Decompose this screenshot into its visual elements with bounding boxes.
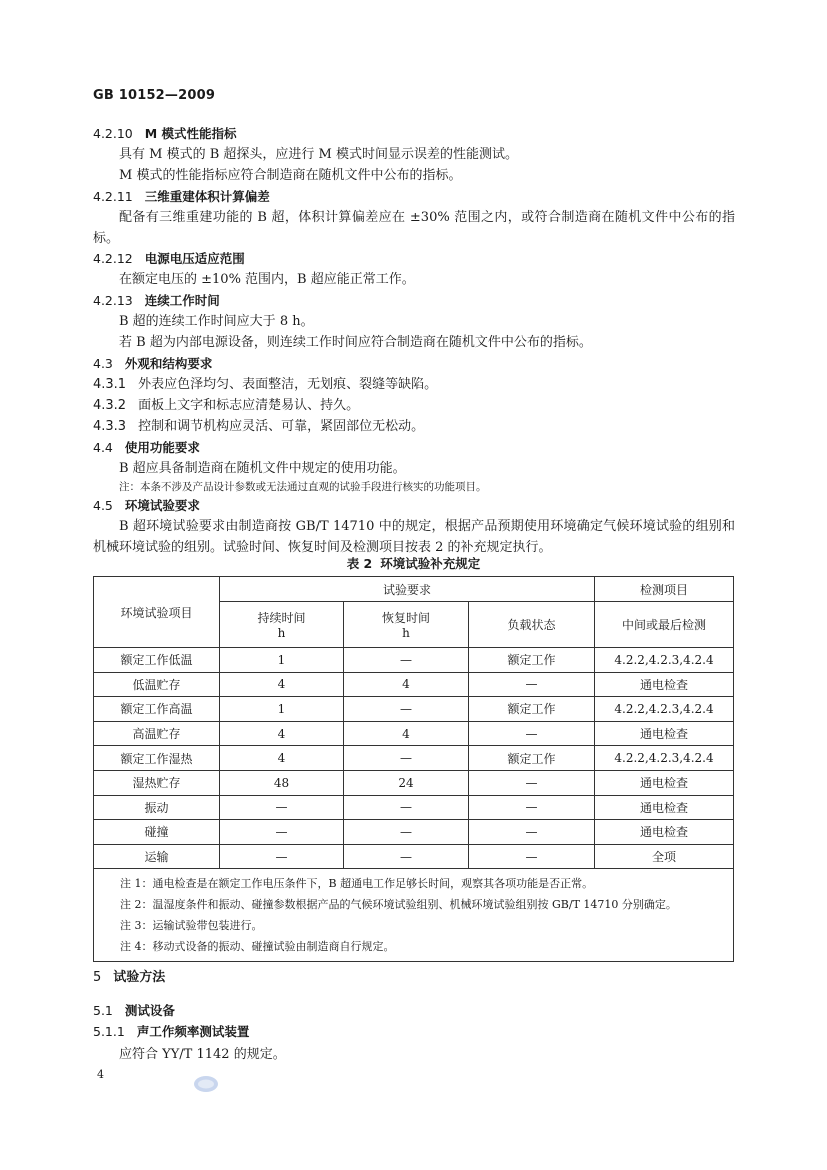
cell-recovery: —: [344, 697, 469, 722]
cell-inspect: 通电检查: [595, 721, 734, 746]
header-item: 环境试验项目: [94, 577, 220, 648]
header-recovery-unit: h: [402, 626, 410, 640]
cell-duration: —: [220, 795, 344, 820]
cell-item: 运输: [94, 844, 220, 869]
clause-text: 外表应色泽均匀、表面整洁，无划痕、裂缝等缺陷。: [138, 376, 438, 392]
table-caption: [0, 554, 827, 572]
cell-duration: 1: [220, 648, 344, 673]
paragraph: B 超环境试验要求由制造商按 GB/T 14710 中的规定，根据产品预期使用环境确定气候环境试验的组别和机械环境试验的组别。试验时间、恢复时间及检测项目按表 2 的补充规定执行。: [93, 519, 735, 556]
clause-4-3-2: [93, 396, 735, 417]
paragraph: B 超应具备制造商在随机文件中规定的使用功能。: [119, 460, 406, 476]
heading-4-2-13: [93, 291, 735, 312]
heading-4-4: [93, 438, 735, 459]
clause-number: 4.3.2: [93, 397, 127, 413]
table-row: [94, 795, 734, 820]
clause-text: 面板上文字和标志应清楚易认、持久。: [138, 397, 360, 413]
cell-item: 碰撞: [94, 820, 220, 845]
heading-title: M 模式性能指标: [144, 126, 237, 141]
heading-number: 4.2.11: [93, 188, 133, 204]
cell-recovery: 4: [344, 721, 469, 746]
cell-recovery: —: [344, 795, 469, 820]
heading-5-1-1: [93, 1022, 249, 1040]
heading-number: 5.1.1: [93, 1024, 125, 1039]
cell-inspect: 4.2.2,4.2.3,4.2.4: [595, 697, 734, 722]
header-recovery-label: 恢复时间: [381, 611, 430, 625]
heading-title: 试验方法: [113, 970, 166, 985]
header-duration-unit: h: [277, 626, 286, 640]
heading-title: 环境试验要求: [124, 498, 200, 514]
table-note: 注 4：移动式设备的振动、碰撞试验由制造商自行规定。: [120, 940, 395, 954]
table-title: 环境试验补充规定: [380, 556, 481, 571]
heading-5: [93, 966, 165, 985]
heading-4-2-11: [93, 187, 735, 208]
heading-title: 三维重建体积计算偏差: [144, 188, 270, 204]
table-row: [94, 721, 734, 746]
heading-title: 连续工作时间: [144, 293, 220, 309]
table-row: [94, 648, 734, 673]
paragraph: 具有 M 模式的 B 超探头，应进行 M 模式时间显示误差的性能测试。: [119, 146, 518, 162]
cell-load: —: [469, 721, 595, 746]
heading-5-1: [93, 1001, 175, 1019]
heading-number: 4.4: [93, 439, 113, 455]
table-row: [94, 672, 734, 697]
header-inspection: 检测项目: [595, 577, 734, 602]
heading-4-2-10: [93, 124, 735, 145]
heading-number: 5.1: [93, 1003, 113, 1018]
paragraph: 应符合 YY/T 1142 的规定。: [119, 1047, 286, 1062]
paragraph: B 超的连续工作时间应大于 8 h。: [119, 314, 314, 330]
clause-number: 4.3.3: [93, 418, 127, 434]
cell-duration: 48: [220, 770, 344, 795]
table-note: 注 3：运输试验带包装进行。: [120, 919, 263, 933]
clause-4-3-3: [93, 417, 735, 438]
table-row: [94, 697, 734, 722]
cell-load: —: [469, 672, 595, 697]
paragraph: 在额定电压的 ±10% 范围内，B 超应能正常工作。: [119, 272, 415, 288]
heading-number: 4.2.13: [93, 293, 133, 309]
cell-item: 振动: [94, 795, 220, 820]
cell-duration: 4: [220, 721, 344, 746]
clause-text: 控制和调节机构应灵活、可靠，紧固部位无松动。: [138, 418, 425, 434]
cell-inspect: 通电检查: [595, 672, 734, 697]
table-row: [94, 820, 734, 845]
body-text: [93, 124, 735, 559]
cell-duration: 4: [220, 746, 344, 771]
heading-number: 4.2.12: [93, 251, 133, 267]
cell-recovery: 24: [344, 770, 469, 795]
cell-inspect: 全项: [595, 844, 734, 869]
header-requirements: 试验要求: [220, 577, 595, 602]
cell-item: 湿热贮存: [94, 770, 220, 795]
heading-4-3: [93, 354, 735, 375]
cell-recovery: —: [344, 844, 469, 869]
heading-title: 使用功能要求: [124, 439, 200, 455]
heading-4-5: [93, 496, 735, 517]
header-recovery: [344, 602, 469, 648]
heading-4-2-12: [93, 249, 735, 270]
cell-load: —: [469, 795, 595, 820]
cell-item: 额定工作高温: [94, 697, 220, 722]
note: 注：本条不涉及产品设计参数或无法通过直观的试验手段进行核实的功能项目。: [119, 481, 487, 494]
cell-item: 高温贮存: [94, 721, 220, 746]
heading-title: 测试设备: [124, 1003, 175, 1018]
table-note: 注 2：温湿度条件和振动、碰撞参数根据产品的气候环境试验组别、机械环境试验组别按 GB/T 14710 分别确定。: [120, 898, 677, 912]
heading-title: 声工作频率测试装置: [136, 1024, 250, 1039]
cell-inspect: 4.2.2,4.2.3,4.2.4: [595, 746, 734, 771]
paragraph: 配备有三维重建功能的 B 超，体积计算偏差应在 ±30% 范围之内，或符合制造商在随机文件中公布的指标。: [93, 209, 735, 246]
table-row: [94, 844, 734, 869]
table-row: [94, 746, 734, 771]
heading-number: 5: [93, 970, 102, 985]
cell-load: 额定工作: [469, 648, 595, 673]
clause-4-3-1: [93, 375, 735, 396]
cell-load: 额定工作: [469, 746, 595, 771]
header-mid-final: 中间或最后检测: [595, 602, 734, 648]
standard-code: GB 10152—2009: [93, 88, 216, 103]
heading-number: 4.2.10: [93, 126, 133, 141]
cell-inspect: 通电检查: [595, 820, 734, 845]
heading-title: 外观和结构要求: [124, 355, 213, 371]
heading-title: 电源电压适应范围: [144, 251, 245, 267]
cell-load: —: [469, 770, 595, 795]
header-duration: [220, 602, 344, 648]
cell-inspect: 通电检查: [595, 770, 734, 795]
table-notes: [94, 869, 734, 962]
cell-recovery: —: [344, 746, 469, 771]
cell-duration: —: [220, 844, 344, 869]
header-load: 负载状态: [469, 602, 595, 648]
header-duration-label: 持续时间: [257, 611, 306, 625]
cell-recovery: 4: [344, 672, 469, 697]
page-number: 4: [97, 1068, 104, 1081]
cell-item: 低温贮存: [94, 672, 220, 697]
cell-load: —: [469, 844, 595, 869]
paragraph: M 模式的性能指标应符合制造商在随机文件中公布的指标。: [119, 167, 462, 183]
cell-inspect: 4.2.2,4.2.3,4.2.4: [595, 648, 734, 673]
heading-number: 4.5: [93, 498, 113, 514]
table-row: [94, 770, 734, 795]
cell-item: 额定工作湿热: [94, 746, 220, 771]
cell-recovery: —: [344, 648, 469, 673]
paragraph: 若 B 超为内部电源设备，则连续工作时间应符合制造商在随机文件中公布的指标。: [119, 335, 592, 351]
watermark-logo-icon: [193, 1075, 219, 1097]
table-note: 注 1：通电检查是在额定工作电压条件下，B 超通电工作足够长时间，观察其各项功能是否正常。: [120, 877, 594, 891]
heading-number: 4.3: [93, 355, 113, 371]
table-label: 表 2: [346, 556, 373, 571]
cell-inspect: 通电检查: [595, 795, 734, 820]
cell-recovery: —: [344, 820, 469, 845]
cell-item: 额定工作低温: [94, 648, 220, 673]
clause-number: 4.3.1: [93, 376, 127, 392]
cell-load: 额定工作: [469, 697, 595, 722]
cell-duration: 1: [220, 697, 344, 722]
cell-duration: 4: [220, 672, 344, 697]
environment-test-table: [93, 576, 734, 962]
cell-load: —: [469, 820, 595, 845]
cell-duration: —: [220, 820, 344, 845]
